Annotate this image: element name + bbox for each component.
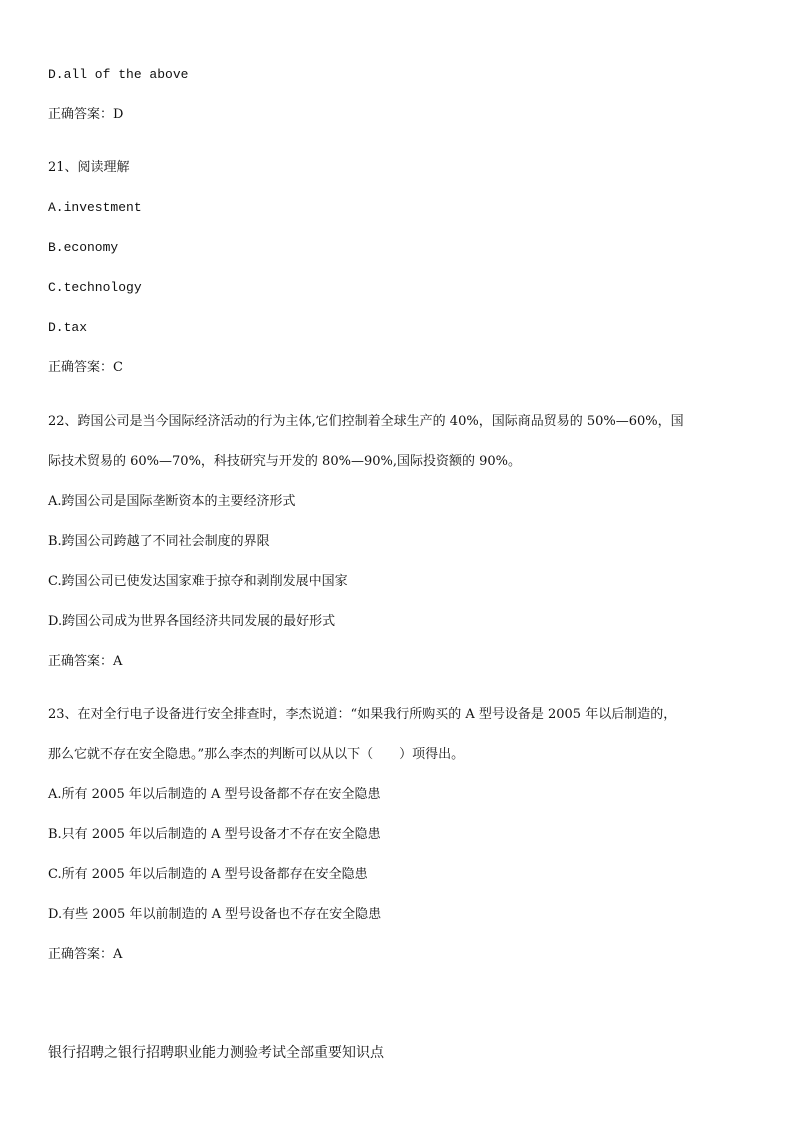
q20-answer: 正确答案：D bbox=[48, 107, 124, 122]
q22-answer: 正确答案：A bbox=[48, 654, 123, 669]
q21-option-d: D.tax bbox=[48, 320, 88, 335]
q22-stem-line1: 22、跨国公司是当今国际经济活动的行为主体,它们控制着全球生产的 40%，国际商品贸易的 50%—60%，国 bbox=[48, 414, 684, 429]
q23-stem-line2: 那么它就不存在安全隐患。”那么李杰的判断可以从以下（ ）项得出。 bbox=[48, 747, 465, 762]
q20-option-d: D.all of the above bbox=[48, 67, 189, 82]
q22-option-d: D.跨国公司成为世界各国经济共同发展的最好形式 bbox=[48, 614, 336, 629]
q23-stem-line1: 23、在对全行电子设备进行安全排查时，李杰说道：“如果我行所购买的 A 型号设备是 2005 年以后制造的， bbox=[48, 707, 677, 722]
q22-option-a: A.跨国公司是国际垄断资本的主要经济形式 bbox=[48, 494, 296, 509]
q22-option-b: B.跨国公司跨越了不同社会制度的界限 bbox=[48, 534, 270, 549]
q21-option-c: C.technology bbox=[48, 280, 142, 295]
q21-stem: 21、阅读理解 bbox=[48, 160, 130, 175]
q23-option-d: D.有些 2005 年以前制造的 A 型号设备也不存在安全隐患 bbox=[48, 907, 382, 922]
footer-title: 银行招聘之银行招聘职业能力测验考试全部重要知识点 bbox=[48, 1045, 384, 1061]
q21-option-b: B.economy bbox=[48, 240, 119, 255]
q22-option-c: C.跨国公司已使发达国家难于掠夺和剥削发展中国家 bbox=[48, 574, 348, 589]
q23-option-a: A.所有 2005 年以后制造的 A 型号设备都不存在安全隐患 bbox=[48, 787, 381, 802]
q21-option-a: A.investment bbox=[48, 200, 142, 215]
q23-option-b: B.只有 2005 年以后制造的 A 型号设备才不存在安全隐患 bbox=[48, 827, 381, 842]
q21-answer: 正确答案：C bbox=[48, 360, 123, 375]
q23-answer: 正确答案：A bbox=[48, 947, 123, 962]
q23-option-c: C.所有 2005 年以后制造的 A 型号设备都存在安全隐患 bbox=[48, 867, 368, 882]
q22-stem-line2: 际技术贸易的 60%—70%，科技研究与开发的 80%—90%,国际投资额的 90%。 bbox=[48, 454, 522, 469]
